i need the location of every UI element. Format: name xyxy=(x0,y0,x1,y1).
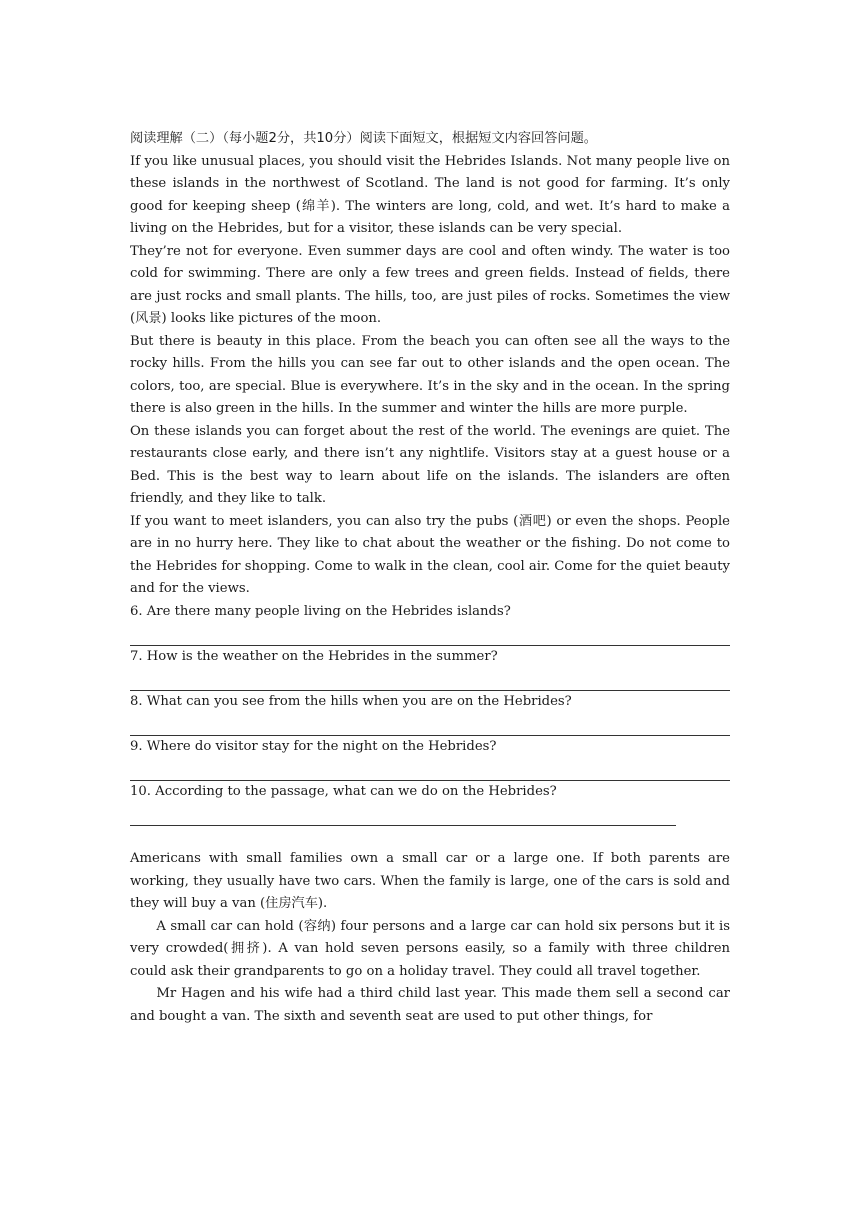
question-list xyxy=(130,601,730,826)
question-8: 8. What can you see from the hills when you are on the Hebrides? xyxy=(130,693,572,709)
question-10: 10. According to the passage, what can we do on the Hebrides? xyxy=(130,783,557,799)
answer-line-7 xyxy=(130,668,730,691)
passage-cars xyxy=(130,848,730,1028)
section-title: 阅读理解（二）（每小题2分，共10分）阅读下面短文，根据短文内容回答问题。 xyxy=(130,131,597,146)
paragraph: On these islands you can forget about the rest of the world. The evenings are quiet. The restaurants close early, and there isn’t any nightlife. Visitors stay at a guest house or a Bed. This is the best way to learn about life on the islands. The islanders are often friendly, and they like to talk. xyxy=(130,423,730,506)
section-gap xyxy=(130,826,730,849)
question-9: 9. Where do visitor stay for the night on the Hebrides? xyxy=(130,738,497,754)
paragraph: Mr Hagen and his wife had a third child last year. This made them sell a second car and bought a van. The sixth and seventh seat are used to put other things, for xyxy=(130,986,730,1024)
answer-line-9 xyxy=(130,758,730,781)
answer-line-8 xyxy=(130,713,730,736)
paragraph: If you want to meet islanders, you can also try the pubs (酒吧) or even the shops. People are in no hurry here. They like to chat about the weather or the fishing. Do not come to the Hebrides for shopping. Come to walk in the clean, cool air. Come for the quiet beauty and for the views. xyxy=(130,513,730,596)
question-6: 6. Are there many people living on the Hebrides islands? xyxy=(130,603,511,619)
paragraph: A small car can hold (容纳) four persons and a large car can hold six persons but it is very crowded(拥挤). A van hold seven persons easily, so a family with three children could ask their grandparents to go on a holiday travel. They could all travel together. xyxy=(130,918,730,979)
passage-hebrides xyxy=(130,151,730,601)
paragraph: They’re not for everyone. Even summer days are cool and often windy. The water is too cold for swimming. There are only a few trees and green fields. Instead of fields, there are just rocks and small plants. The hills, too, are just piles of rocks. Sometimes the view (风景) looks like pictures of the moon. xyxy=(130,243,730,326)
question-7: 7. How is the weather on the Hebrides in the summer? xyxy=(130,648,498,664)
document-page xyxy=(130,128,730,1028)
answer-line-6 xyxy=(130,623,730,646)
answer-line-10 xyxy=(130,803,676,826)
paragraph: Americans with small families own a small car or a large one. If both parents are working, they usually have two cars. When the family is large, one of the cars is sold and they will buy a van (住房汽车). xyxy=(130,851,730,911)
paragraph: But there is beauty in this place. From the beach you can often see all the ways to the rocky hills. From the hills you can see far out to other islands and the open ocean. The colors, too, are special. Blue is everywhere. It’s in the sky and in the ocean. In the spring there is also green in the hills. In the summer and winter the hills are more purple. xyxy=(130,333,730,416)
paragraph: If you like unusual places, you should visit the Hebrides Islands. Not many people live on these islands in the northwest of Scotland. The land is not good for farming. It’s only good for keeping sheep (绵羊). The winters are long, cold, and wet. It’s hard to make a living on the Hebrides, but for a visitor, these islands can be very special. xyxy=(130,153,730,236)
